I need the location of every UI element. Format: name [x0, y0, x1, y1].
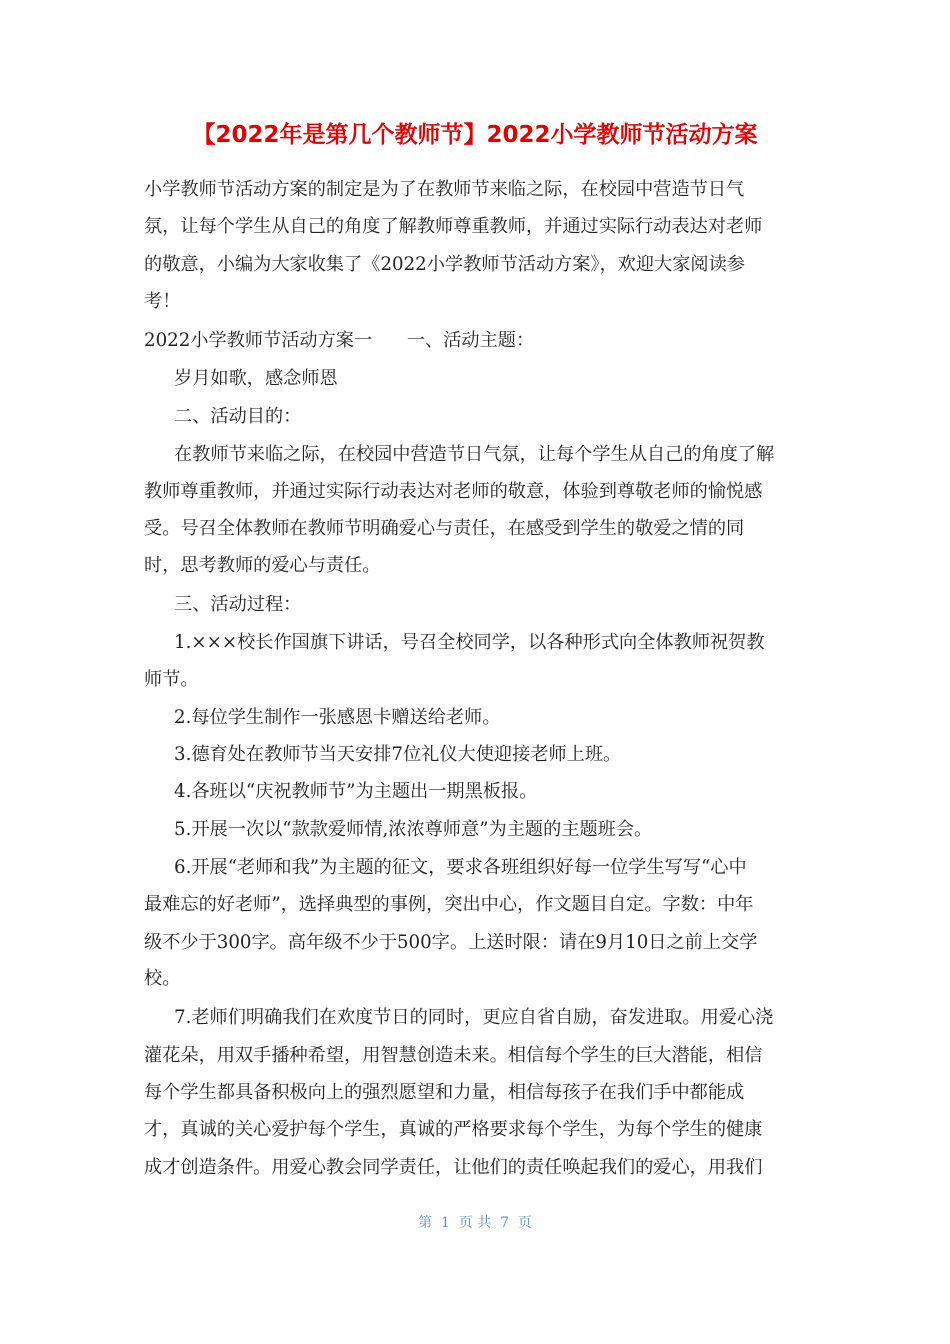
text-line: 灌花朵，用双手播种希望，用智慧创造未来。相信每个学生的巨大潜能，相信 [144, 1045, 763, 1066]
text-line: 时，思考教师的爱心与责任。 [144, 555, 381, 576]
text-line: 最难忘的好老师”，选择典型的事例，突出中心，作文题目自定。字数：中年 [144, 894, 754, 915]
text-line: 氛，让每个学生从自己的角度了解教师尊重教师，并通过实际行动表达对老师 [144, 216, 763, 237]
text-line: 教师尊重教师，并通过实际行动表达对老师的敬意，体验到尊敬老师的愉悦感 [144, 481, 763, 502]
list-item: 5.开展一次以“款款爱师情,浓浓尊师意”为主题的主题班会。 [174, 819, 653, 840]
section-heading: 三、活动过程： [174, 594, 302, 615]
list-item: 2.每位学生制作一张感恩卡赠送给老师。 [174, 707, 501, 728]
list-item: 3.德育处在教师节当天安排7位礼仪大使迎接老师上班。 [174, 744, 622, 765]
text-line: 才，真诚的关心爱护每个学生，真诚的严格要求每个学生，为每个学生的健康 [144, 1119, 763, 1140]
list-item: 7.老师们明确我们在欢度节日的同时，更应自省自励，奋发进取。用爱心浇 [174, 1007, 774, 1028]
list-item: 4.各班以“庆祝教师节”为主题出一期黑板报。 [174, 781, 538, 802]
text-line: 每个学生都具备积极向上的强烈愿望和力量，相信每孩子在我们手中都能成 [144, 1082, 745, 1103]
text-line: 在教师节来临之际，在校园中营造节日气氛，让每个学生从自己的角度了解 [174, 444, 775, 465]
text-line: 的敬意，小编为大家收集了《2022小学教师节活动方案》，欢迎大家阅读参 [144, 254, 745, 275]
document-title: 【2022年是第几个教师节】2022小学教师节活动方案 [192, 122, 758, 148]
text-line: 师节。 [144, 669, 199, 690]
text-line: 成才创造条件。用爱心教会同学责任，让他们的责任唤起我们的爱心，用我们 [144, 1157, 763, 1178]
page-number-footer: 第 1 页 共 7 页 [418, 1215, 532, 1231]
section-heading: 二、活动目的： [174, 406, 302, 427]
text-line: 受。号召全体教师在教师节明确爱心与责任，在感受到学生的敬爱之情的同 [144, 518, 745, 539]
text-line: 级不少于300字。高年级不少于500字。上送时限：请在9月10日之前上交学 [144, 932, 758, 953]
text-line: 岁月如歌，感念师恩 [174, 368, 338, 389]
section-heading: 2022小学教师节活动方案一 一、活动主题： [144, 330, 535, 351]
text-line: 考！ [144, 291, 181, 312]
list-item: 1.×××校长作国旗下讲话，号召全校同学，以各种形式向全体教师祝贺教 [174, 632, 765, 653]
list-item: 6.开展“老师和我”为主题的征文，要求各班组织好每一位学生写写“心中 [174, 857, 747, 878]
text-line: 校。 [144, 968, 181, 989]
text-line: 小学教师节活动方案的制定是为了在教师节来临之际，在校园中营造节日气 [144, 179, 745, 200]
